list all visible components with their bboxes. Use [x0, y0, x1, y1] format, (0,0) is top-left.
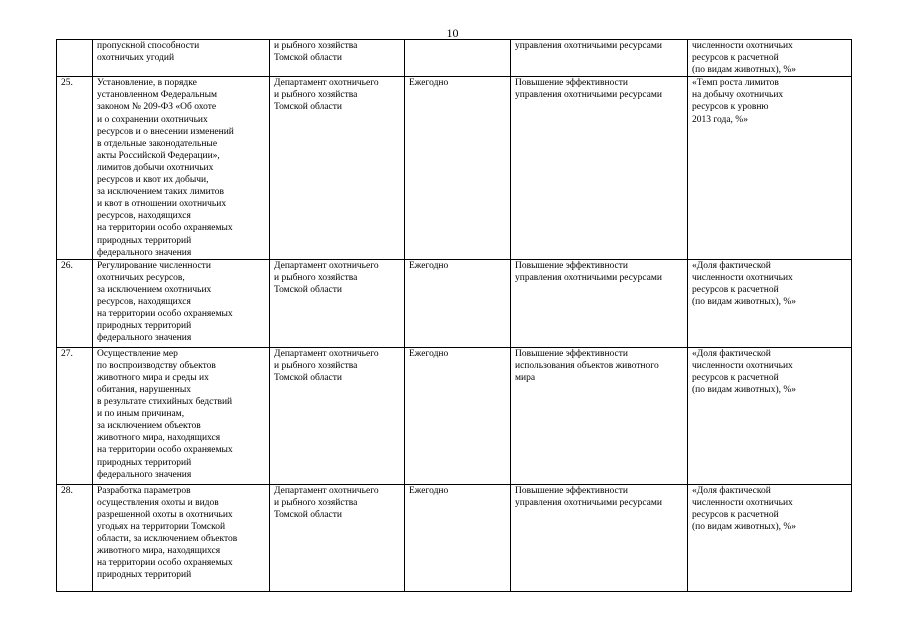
indicator-text-line: ресурсов к уровню: [692, 102, 769, 113]
activity-text-line: Регулирование численности: [97, 260, 211, 271]
num-text-line: 25.: [61, 78, 73, 89]
activity-text-line: и квот в отношении охотничьих: [97, 199, 227, 210]
result-text-line: управления охотничьими ресурсами: [515, 90, 662, 101]
cell-executor: [270, 259, 405, 347]
cell-result: [511, 484, 688, 591]
result-text-line: управления охотничьими ресурсами: [515, 272, 662, 283]
executor-text-line: Департамент охотничьего: [274, 485, 379, 496]
indicator-text-line: (по видам животных), %»: [692, 296, 797, 307]
indicator-text-line: численности охотничьих: [692, 360, 793, 371]
result-text-line: управления охотничьими ресурсами: [515, 497, 662, 508]
activity-text-line: разрешенной охоты в охотничьих: [97, 509, 233, 520]
activity-text-line: ресурсов, находящихся: [97, 211, 191, 222]
indicator-text-line: (по видам животных), %»: [692, 384, 797, 395]
activity-text-line: природных территорий: [97, 321, 192, 332]
num-text-line: 28.: [61, 485, 73, 496]
activity-text-line: охотничьих угодий: [97, 53, 175, 64]
activity-text-line: установленном Федеральным: [97, 90, 217, 101]
activity-text-line: природных территорий: [97, 570, 192, 581]
table-row: [57, 347, 852, 484]
cell-activity: [93, 40, 270, 77]
activity-text-line: Разработка параметров: [97, 485, 191, 496]
activity-text-line: природных территорий: [97, 457, 192, 468]
num-text-line: 27.: [61, 348, 73, 359]
cell-result: [511, 40, 688, 77]
term-text-line: Ежегодно: [409, 78, 449, 89]
result-text-line: Повышение эффективности: [515, 260, 628, 271]
cell-num: [57, 77, 93, 259]
executor-text-line: Департамент охотничьего: [274, 348, 379, 359]
activity-text-line: ресурсов и квот их добычи,: [97, 175, 209, 186]
activity-text-line: федерального значения: [97, 469, 192, 480]
term-text-line: Ежегодно: [409, 348, 449, 359]
executor-text-line: Департамент охотничьего: [274, 78, 379, 89]
cell-num: [57, 40, 93, 77]
activity-text-line: лимитов добычи охотничьих: [97, 162, 214, 173]
activity-text-line: Осуществление мер: [97, 348, 178, 359]
indicator-text-line: численности охотничьих: [692, 41, 793, 51]
executor-text-line: Департамент охотничьего: [274, 260, 379, 271]
executor-text-line: Томской области: [274, 509, 342, 520]
executor-text-line: и рыбного хозяйства: [274, 497, 358, 508]
cell-term: [405, 259, 511, 347]
activity-text-line: ресурсов, находящихся: [97, 296, 191, 307]
num-text-line: 26.: [61, 260, 73, 271]
table-row: [57, 259, 852, 347]
cell-term: [405, 347, 511, 484]
activity-text-line: за исключением охотничьих: [97, 284, 212, 295]
cell-num: [57, 347, 93, 484]
cell-executor: [270, 40, 405, 77]
result-text-line: мира: [515, 372, 536, 383]
activity-text-line: области, за исключением объектов: [97, 534, 238, 545]
cell-result: [511, 347, 688, 484]
term-text-line: Ежегодно: [409, 485, 449, 496]
executor-text-line: Томской области: [274, 53, 342, 64]
activity-text-line: животного мира и среды их: [97, 372, 209, 383]
result-text-line: использования объектов животного: [515, 360, 659, 371]
cell-term: [405, 40, 511, 77]
activity-text-line: на территории особо охраняемых: [97, 445, 233, 456]
cell-indicator: [688, 259, 852, 347]
executor-text-line: и рыбного хозяйства: [274, 41, 358, 51]
measures-table: [56, 39, 852, 592]
cell-result: [511, 77, 688, 259]
activity-text-line: в результате стихийных бедствий: [97, 397, 233, 408]
indicator-text-line: численности охотничьих: [692, 272, 793, 283]
table-row: [57, 40, 852, 77]
cell-activity: [93, 259, 270, 347]
activity-text-line: федерального значения: [97, 247, 192, 258]
executor-text-line: и рыбного хозяйства: [274, 360, 358, 371]
cell-indicator: [688, 40, 852, 77]
indicator-text-line: (по видам животных), %»: [692, 65, 797, 76]
activity-text-line: законом № 209-ФЗ «Об охоте: [97, 102, 217, 113]
activity-text-line: животного мира, находящихся: [97, 433, 221, 444]
indicator-text-line: ресурсов к расчетной: [692, 509, 779, 520]
cell-activity: [93, 484, 270, 591]
activity-text-line: акты Российской Федерации»,: [97, 150, 220, 161]
activity-text-line: федерального значения: [97, 333, 192, 344]
activity-text-line: и по иным причинам,: [97, 409, 185, 420]
activity-text-line: на территории особо охраняемых: [97, 558, 233, 569]
cell-indicator: [688, 347, 852, 484]
indicator-text-line: ресурсов к расчетной: [692, 284, 779, 295]
executor-text-line: Томской области: [274, 284, 342, 295]
executor-text-line: и рыбного хозяйства: [274, 90, 358, 101]
cell-result: [511, 259, 688, 347]
activity-text-line: пропускной способности: [97, 41, 200, 51]
cell-executor: [270, 77, 405, 259]
result-text-line: Повышение эффективности: [515, 485, 628, 496]
activity-text-line: за исключением объектов: [97, 421, 201, 432]
result-text-line: управления охотничьими ресурсами: [515, 41, 662, 51]
indicator-text-line: ресурсов к расчетной: [692, 53, 779, 64]
result-text-line: Повышение эффективности: [515, 348, 628, 359]
cell-activity: [93, 347, 270, 484]
term-text-line: Ежегодно: [409, 260, 449, 271]
activity-text-line: Установление, в порядке: [97, 78, 197, 89]
indicator-text-line: на добычу охотничьих: [692, 90, 784, 101]
cell-term: [405, 77, 511, 259]
activity-text-line: животного мира, находящихся: [97, 546, 221, 557]
result-text-line: Повышение эффективности: [515, 78, 628, 89]
cell-indicator: [688, 484, 852, 591]
activity-text-line: на территории особо охраняемых: [97, 309, 233, 320]
cell-term: [405, 484, 511, 591]
activity-text-line: ресурсов и о внесении изменений: [97, 126, 234, 137]
executor-text-line: Томской области: [274, 372, 342, 383]
activity-text-line: за исключением таких лимитов: [97, 187, 224, 198]
indicator-text-line: «Доля фактической: [692, 348, 771, 359]
cell-executor: [270, 484, 405, 591]
activity-text-line: на территории особо охраняемых: [97, 223, 233, 234]
activity-text-line: обитания, нарушенных: [97, 384, 191, 395]
cell-num: [57, 259, 93, 347]
table-row: [57, 484, 852, 591]
indicator-text-line: ресурсов к расчетной: [692, 372, 779, 383]
activity-text-line: по воспроизводству объектов: [97, 360, 216, 371]
cell-activity: [93, 77, 270, 259]
activity-text-line: и о сохранении охотничьих: [97, 114, 208, 125]
cell-executor: [270, 347, 405, 484]
indicator-text-line: (по видам животных), %»: [692, 521, 797, 532]
cell-indicator: [688, 77, 852, 259]
activity-text-line: осуществления охоты и видов: [97, 497, 219, 508]
indicator-text-line: «Темп роста лимитов: [692, 78, 779, 89]
table-row: [57, 77, 852, 259]
indicator-text-line: «Доля фактической: [692, 485, 771, 496]
indicator-text-line: численности охотничьих: [692, 497, 793, 508]
indicator-text-line: 2013 года, %»: [692, 114, 748, 125]
activity-text-line: природных территорий: [97, 235, 192, 246]
activity-text-line: угодьях на территории Томской: [97, 521, 226, 532]
executor-text-line: Томской области: [274, 102, 342, 113]
activity-text-line: охотничьих ресурсов,: [97, 272, 185, 283]
cell-num: [57, 484, 93, 591]
activity-text-line: в отдельные законодательные: [97, 138, 218, 149]
page-number: 10: [446, 26, 459, 40]
executor-text-line: и рыбного хозяйства: [274, 272, 358, 283]
indicator-text-line: «Доля фактической: [692, 260, 771, 271]
